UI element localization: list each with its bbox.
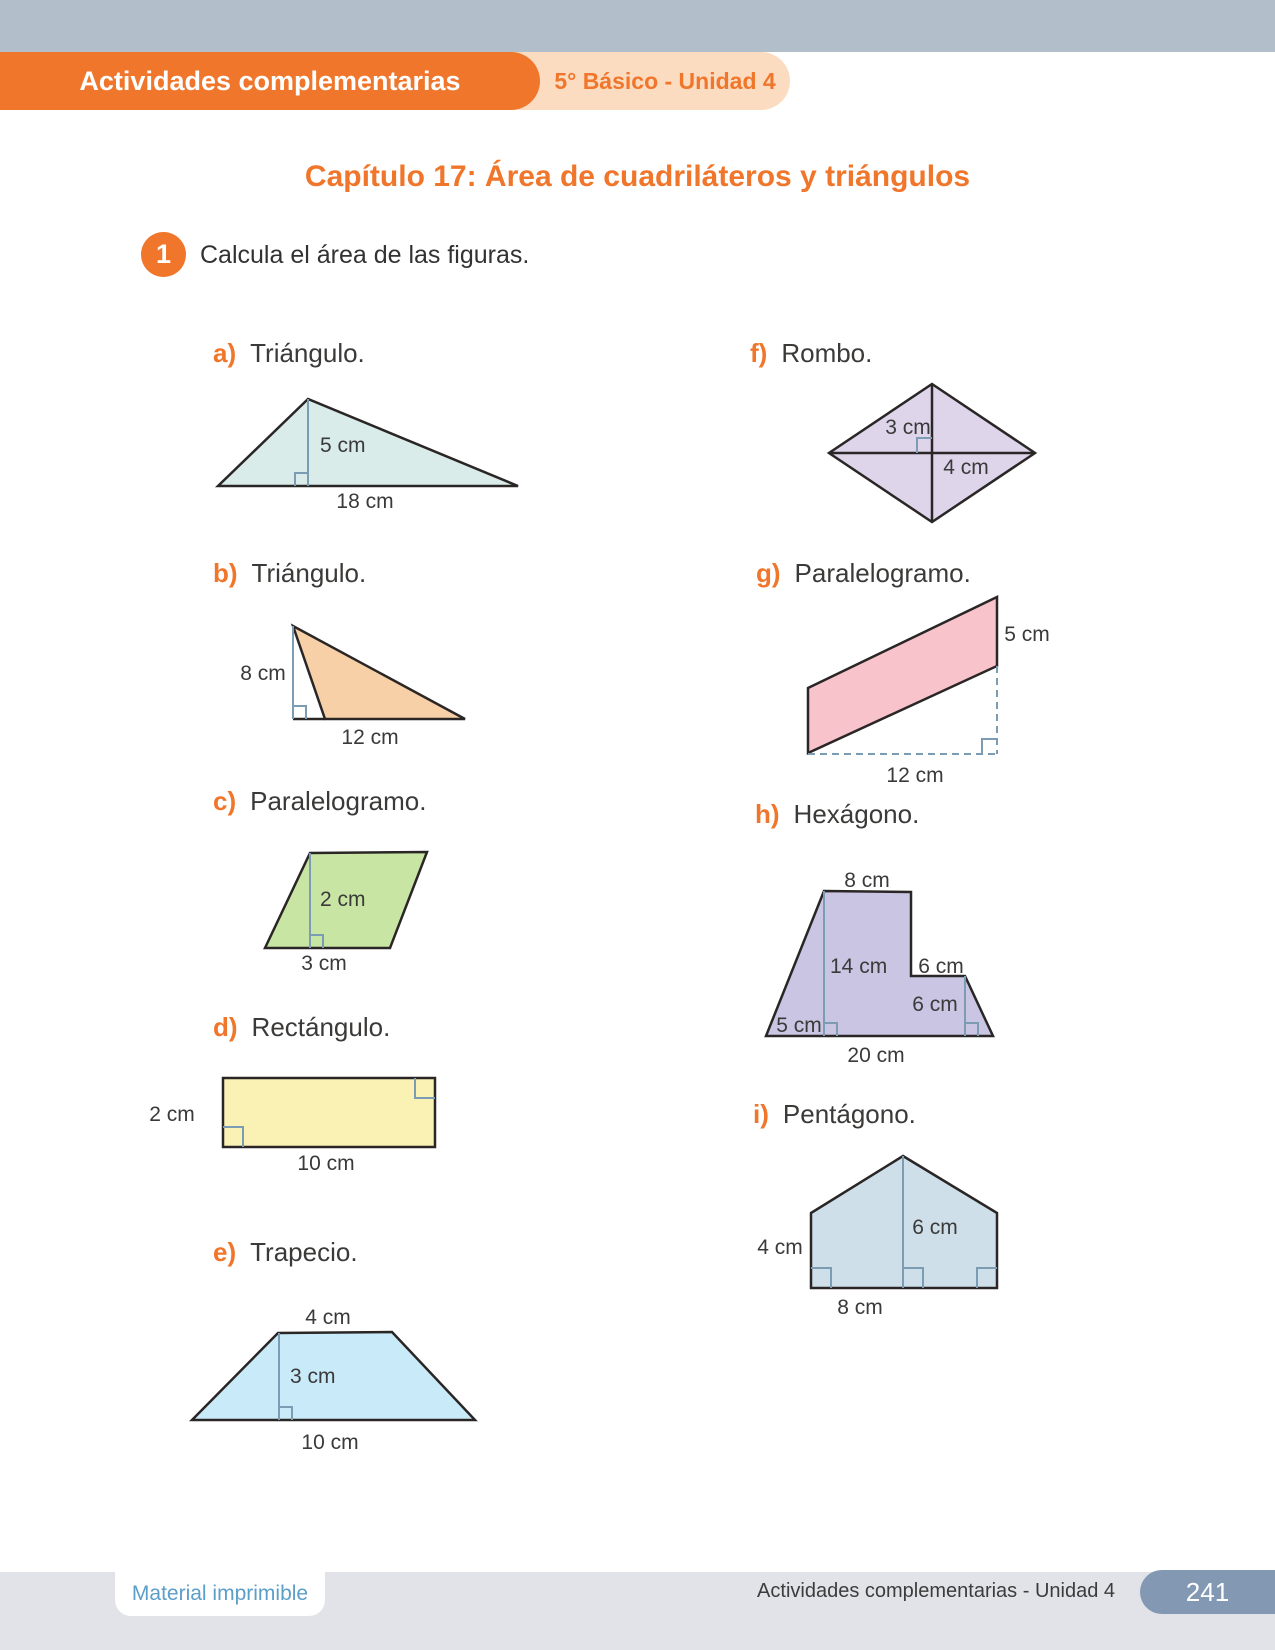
footer-material-tab: Material imprimible (115, 1572, 325, 1616)
figure-f-rhombus (810, 370, 1060, 540)
figure-d-letter: d) (213, 1012, 238, 1042)
right-angle-marker (293, 706, 306, 719)
page-number-badge: 241 (1140, 1570, 1275, 1614)
dim-base: 10 cm (301, 1431, 359, 1454)
figure-g-name: Paralelogramo. (794, 558, 971, 588)
dim-height: 5 cm (320, 434, 366, 457)
figure-h-hexagon (745, 865, 1065, 1075)
figure-c-parallelogram (240, 840, 540, 980)
dim-height: 6 cm (912, 1216, 958, 1239)
dim-base: 10 cm (297, 1152, 355, 1175)
figure-e-trapezoid (170, 1295, 500, 1460)
dim-height: 3 cm (290, 1365, 336, 1388)
figure-f-label (750, 338, 872, 369)
figure-c-name: Paralelogramo. (250, 786, 427, 816)
dim-base: 18 cm (336, 490, 394, 513)
figure-b-name: Triángulo. (251, 558, 367, 588)
dim-base: 12 cm (341, 726, 399, 749)
dim-base: 3 cm (301, 952, 347, 975)
dim-side: 4 cm (757, 1236, 803, 1259)
dim-offset: 5 cm (776, 1014, 822, 1037)
dim-side: 5 cm (1004, 623, 1050, 646)
section-ribbon: Actividades complementarias (0, 52, 540, 110)
figure-e-name: Trapecio. (250, 1237, 358, 1267)
figure-g-letter: g) (756, 558, 781, 588)
figure-g-parallelogram (790, 585, 1080, 800)
dim-step: 6 cm (918, 955, 964, 978)
figure-a-letter: a) (213, 338, 237, 368)
dim-right-height: 6 cm (912, 993, 958, 1016)
dim-semidiagonal-horizontal: 4 cm (943, 456, 989, 479)
dim-base: 12 cm (886, 764, 944, 787)
exercise-number-badge: 1 (141, 232, 186, 277)
figure-a-triangle (200, 380, 540, 515)
triangle-a-shape (218, 399, 518, 486)
figure-e-letter: e) (213, 1237, 237, 1267)
figure-h-letter: h) (755, 799, 780, 829)
exercise-instruction: Calcula el área de las figuras. (200, 241, 530, 269)
top-gray-band (0, 0, 1275, 52)
figure-b-label (213, 558, 366, 589)
figure-f-name: Rombo. (781, 338, 873, 368)
figure-b-letter: b) (213, 558, 238, 588)
dim-base: 20 cm (847, 1044, 905, 1067)
rectangle-d-shape (223, 1078, 435, 1147)
triangle-b-shape (293, 626, 465, 719)
figure-h-label (755, 799, 919, 830)
figure-e-label (213, 1237, 358, 1268)
dim-base: 8 cm (837, 1296, 883, 1319)
figure-c-label (213, 786, 426, 817)
chapter-title: Capítulo 17: Área de cuadriláteros y triángulos (304, 160, 971, 193)
figure-h-name: Hexágono. (793, 799, 920, 829)
parallelogram-g-shape (808, 597, 997, 753)
dim-semidiagonal-vertical: 3 cm (885, 416, 931, 439)
right-angle-marker (982, 739, 997, 754)
dim-top: 8 cm (844, 869, 890, 892)
dim-height: 14 cm (830, 955, 888, 978)
figure-c-letter: c) (213, 786, 237, 816)
dim-height: 2 cm (320, 888, 366, 911)
figure-i-pentagon (745, 1110, 1065, 1325)
figure-b-triangle (210, 610, 540, 755)
figure-d-name: Rectángulo. (251, 1012, 391, 1042)
figure-i-name: Pentágono. (782, 1099, 916, 1129)
dim-height: 8 cm (240, 662, 286, 685)
figure-a-label (213, 338, 365, 369)
figure-a-name: Triángulo. (250, 338, 365, 368)
figure-d-rectangle (140, 1060, 490, 1180)
figure-f-letter: f) (750, 338, 768, 368)
dim-side: 2 cm (149, 1103, 195, 1126)
dim-top: 4 cm (305, 1306, 351, 1329)
footer-section-text: Actividades complementarias - Unidad 4 (757, 1580, 1115, 1602)
figure-i-letter: i) (753, 1099, 769, 1129)
grade-unit-label: 5° Básico - Unidad 4 (554, 68, 776, 94)
figure-d-label (213, 1012, 390, 1043)
